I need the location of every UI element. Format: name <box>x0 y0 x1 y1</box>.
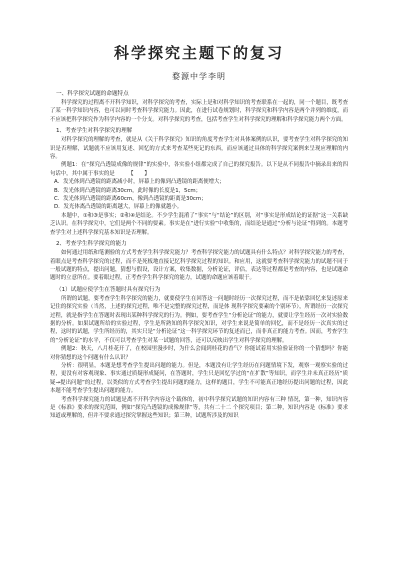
document-title: 科学探究主题下的复习 <box>113 44 284 62</box>
paragraph-7: 例题2：秋天，八月桂花开了，在校园里漫步时，为什么会闻到桂花的香气？你能试着用实验验证你的一个猜想吗？你能对你猜想的这个问题有什么认识？ <box>50 346 348 361</box>
paragraph-1: 科学探究的过程离不开科学知识，对科学探究的考查，实际上是和对科学知识的考查联系在一起的，同一个题目，既考查了某一科学知识内容，也可以同时考查科学探究能力。因此，在进行试卷规划时，科学探究和科学内容是两个并列的维度，而不应该把科学探究作为科学内容的一个分支。对科学探究的考查，包括考查学生对科学探究的理解和科学探究能力两个方面。 <box>50 100 348 123</box>
paragraph-2: 对科学探究的理解的考查，就是从《关于科学探究》知识的角度考查学生对具体案例的认识，要考查学生对科学探究的知识是否理解，试题就不应该用复述、回忆的方式来考查某些死记的东西，而应该通过具体的科学探究案例来呈现应理解的内容。 <box>50 137 348 161</box>
option-b: B．发光体到凸透镜的距离30cm，此时像的长度是1，5cm； <box>54 187 202 194</box>
paragraph-9: 考查科学探究能力的试题是离不开科学内容这个载体的，初中科学探究试题的知识内容有三种 情况，第一种，知识内容是《标准》要求的探究范围，例如“探究凸透镜的成像规律”等，共有二十二 个探究项目；第二种，知识内容是《标准》要求知道或理解的，但并不要求通过探究掌握这些知识；第三种，试题所涉及的知识 <box>50 396 348 420</box>
sub1-heading: 1、考查学生对科学探究的理解 <box>56 128 133 135</box>
option-a: A．发光体到凸透镜的距离减小时，屏幕上的像到凸透镜的距离便增大； <box>54 179 225 186</box>
paragraph-5: 如何通过用纸和笔测验的方式考查学生科学探究能力？考查科学探究能力的试题具有什么特点？对科学探究能力的考查，着眼点是考查科学探究的过程，而不是死板地直接记忆科学探究过程的知识。和应用，这就要考查科学探究能力的试题不同于一般试题的特点，提出问题，猜想与假设，设计方案，收集数据，分析论证，评估，表达等过程都是考查的内容，也是试题命题时的立意所在。要着眼过程，正考查学生科学探究的能力，试题的命题应该着眼于。 <box>50 250 348 282</box>
document-author: 婺源中学李明 <box>172 72 226 81</box>
paragraph-3: 例题1：在“探究凸透镜成像的规律”的实验中，各实验小组都完成了自己的探究报告。以下是从不同报告中摘录出来的四句话中，其中属于事实的是 【 】 <box>50 162 348 177</box>
section1-heading: 一、科学探究试题的命题特点 <box>56 91 129 97</box>
sub2-heading: 2、考查学生科学探究的能力 <box>56 241 127 248</box>
paragraph-4: 本题中，①和③是事实；②和④是结论。不少学生混淆了“事实”与“结论”的区别，对“事实是形成结论的证据”这一关系缺乏认识。在科学探究中，它们是两个不同的要素。事实是在“进行实验”中收集的，而结论是通过“分析与论证”得到的。本题考查学生对上述科学探究基本知识是否理解。 <box>50 212 348 236</box>
option-c: C．发光体到凸透镜的距离60cm，像到凸透镜的距离是30cm； <box>54 196 207 203</box>
option-d: D．发光体离凸透镜的距离越大，屏幕上的像就越小。 <box>54 204 183 211</box>
sub3-heading: （1）试题应使学生在答题时具有探究行为 <box>56 286 161 293</box>
paragraph-6: 所谓的试题，要考查学生科学探究的能力，就要使学生在回答这一问题时经历一次探究过程，而不是依靠回忆来复述原来记住的探究实验（当然，上述的探究过程，唯不是完整的探究过程，而是体 现科学探究要素的个别环节），所谓经历一次探究过程，就是指学生在答题时表现出某种科学探究的行为。例如，要考查学生“分析论证”的能力，就要让学生经历一次对实验数据的分析。如果试题所给的实验过程，学生是所熟知的科学探究知识，对学生来说是简单的回忆，而不是经历一次真实的过程，这时的试题，学生所经历的，其实只是“分析论证”这一科学探究环节的复述而已，而非真正的能力考查。因而，考查学生的“分析论证”的水平，不仅可以考查学生对某一试题的回答，还可以反映出学生对科学探究的理解。 <box>50 295 348 344</box>
paragraph-8: 分析：很明显，本题是想考查学生提出问题的能力。但是，本题没有让学生经历在问题情境下发，观察一观察实验的过程，更没有对客观现象、事实通过质疑形成疑问，在答题时，学生只是回忆学过的“在扩散”等知识，而学生并未真正经历“质疑→提出问题”的过程，以类似的方式考查学生提出问题的能力，这样的题目，学生不可能真正地经历提出问题的过程，因此本题不能考查学生提出问题的能力。 <box>50 362 348 395</box>
